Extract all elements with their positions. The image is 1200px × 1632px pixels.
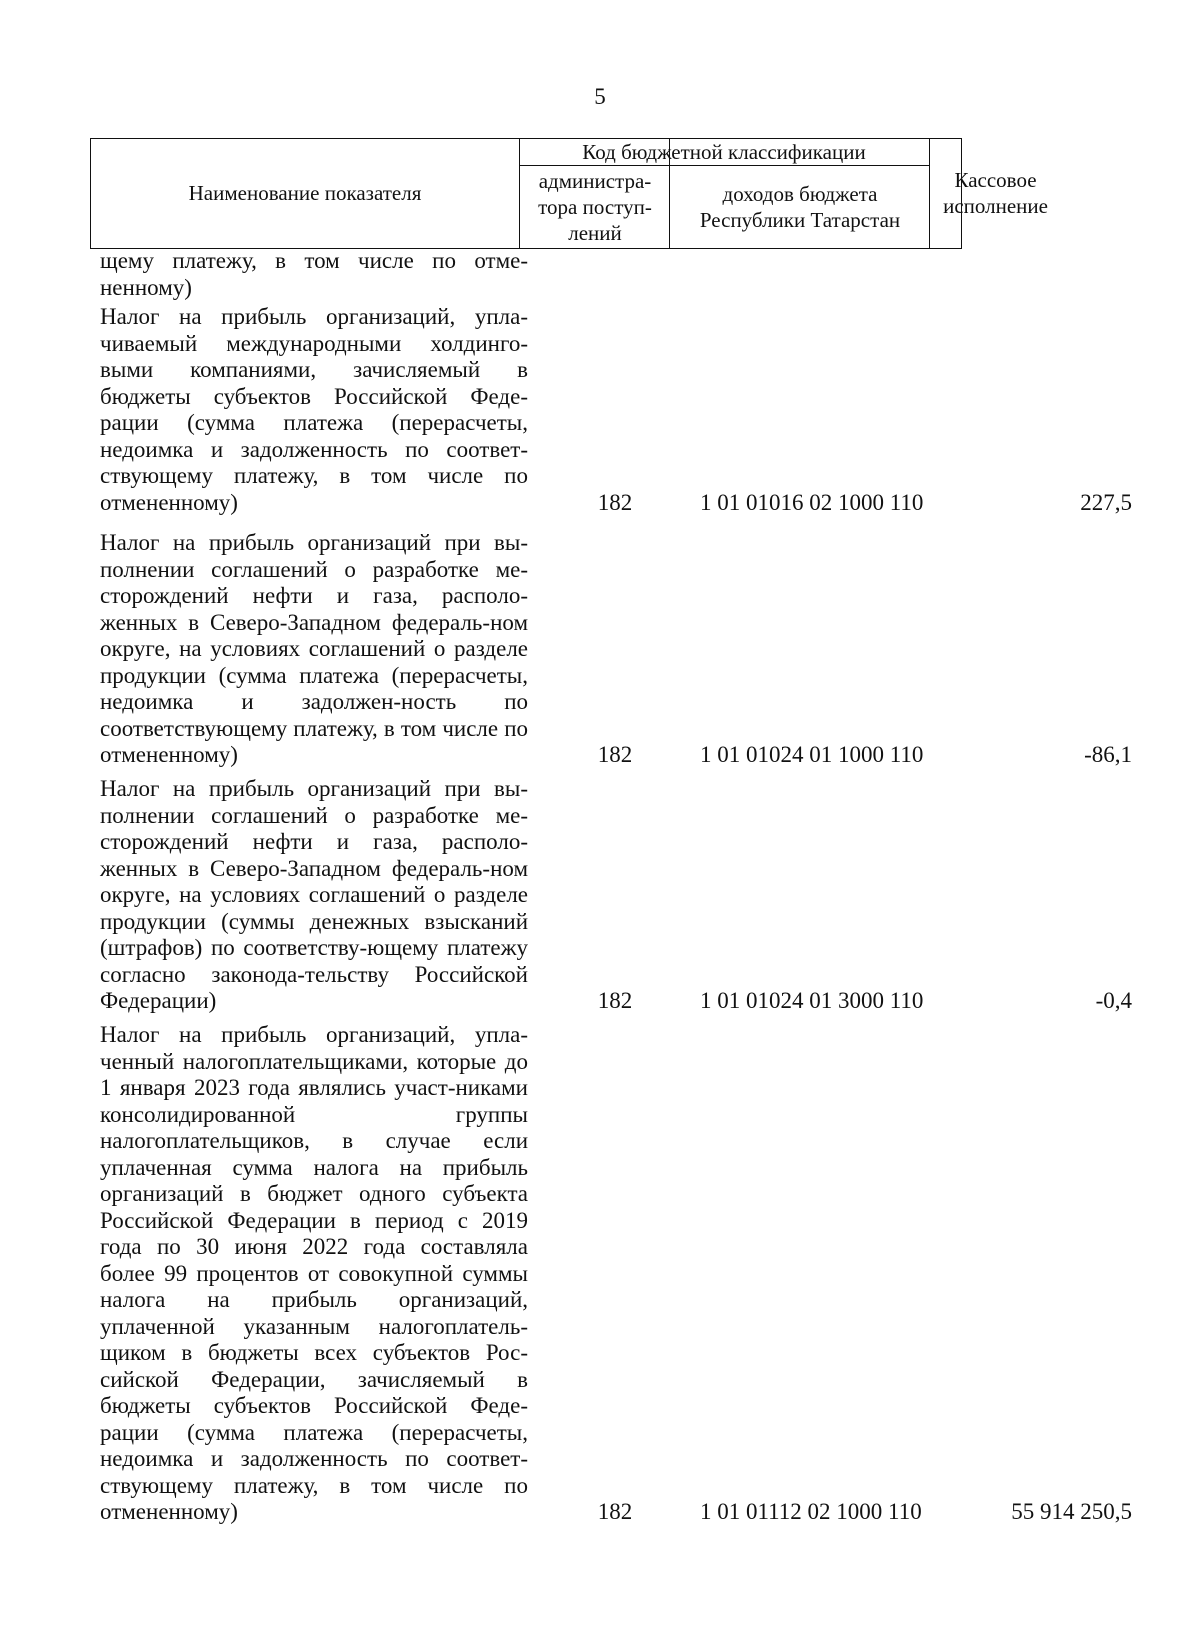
row-admin-code: 182 [597,1499,633,1524]
row-revenue-code: 1 01 01024 01 3000 110 [700,988,924,1013]
row-amount: 55 914 250,5 [1011,1499,1132,1524]
header-indicator-name: Наименование показателя [188,181,422,205]
row-indicator-name: Налог на прибыль организаций, упла-чиваемый международными холдинго-выми компаниями, зачисляемый в бюджеты субъектов Российской Феде-рации (сумма платежа (перерасчеты, недоимка и задолженность по соответ-ствующему платежу, в том числе по отмененному) [100,304,528,515]
header-administrator: администра-тора поступ-лений [538,168,652,245]
row-indicator-name: Налог на прибыль организаций при вы-полнении соглашений о разработке ме-сторождений нефти и газа, располо-женных в Северо-Западном федераль-ном округе, на условиях соглашений о разделе продукции (сумма платежа (перерасчеты, недоимка и задолжен-ность по соответствующему платежу, в том числе по отмененному) [100,530,528,767]
row-admin-code: 182 [597,490,633,515]
row-admin-code: 182 [597,988,633,1013]
header-divider [929,139,930,248]
header-cash-execution: Кассовое исполнение [943,168,1048,218]
row-indicator-name: Налог на прибыль организаций, упла-ченный налогоплательщиками, которые до 1 января 2023 года являлись участ-никами консолидированной группы налогоплательщиков, в случае если уплаченная сумма налога на прибыль организаций в бюджет одного субъекта Российской Федерации в период с 2019 года по 30 июня 2022 года составляла более 99 процентов от совокупной суммы налога на прибыль организаций, уплаченной указанным налогоплатель-щиком в бюджеты всех субъектов Рос-сийской Федерации, зачисляемый в бюджеты субъектов Российской Феде-рации (сумма платежа (перерасчеты, недоимка и задолженность по соответ-ствующему платежу, в том числе по отмененному) [100,1022,528,1524]
row-indicator-name: щему платежу, в том числе по отме-ненному) [100,248,528,300]
row-indicator-name: Налог на прибыль организаций при вы-полнении соглашений о разработке ме-сторождений нефти и газа, располо-женных в Северо-Западном федераль-ном округе, на условиях соглашений о разделе продукции (суммы денежных взысканий (штрафов) по соответству-ющему платежу согласно законода-тельству Российской Федерации) [100,776,528,1013]
row-revenue-code: 1 01 01016 02 1000 110 [700,490,924,515]
row-amount: 227,5 [1080,490,1132,515]
row-amount: -86,1 [1084,742,1132,767]
row-admin-code: 182 [597,742,633,767]
row-revenue-code: 1 01 01024 01 1000 110 [700,742,924,767]
row-amount: -0,4 [1095,988,1132,1013]
page-number: 5 [594,84,606,109]
table-header [90,138,1048,249]
header-revenue-code: доходов бюджета Республики Татарстан [699,181,901,232]
header-classification-code: Код бюджетной классификации [582,140,866,164]
row-revenue-code: 1 01 01112 02 1000 110 [700,1499,922,1524]
